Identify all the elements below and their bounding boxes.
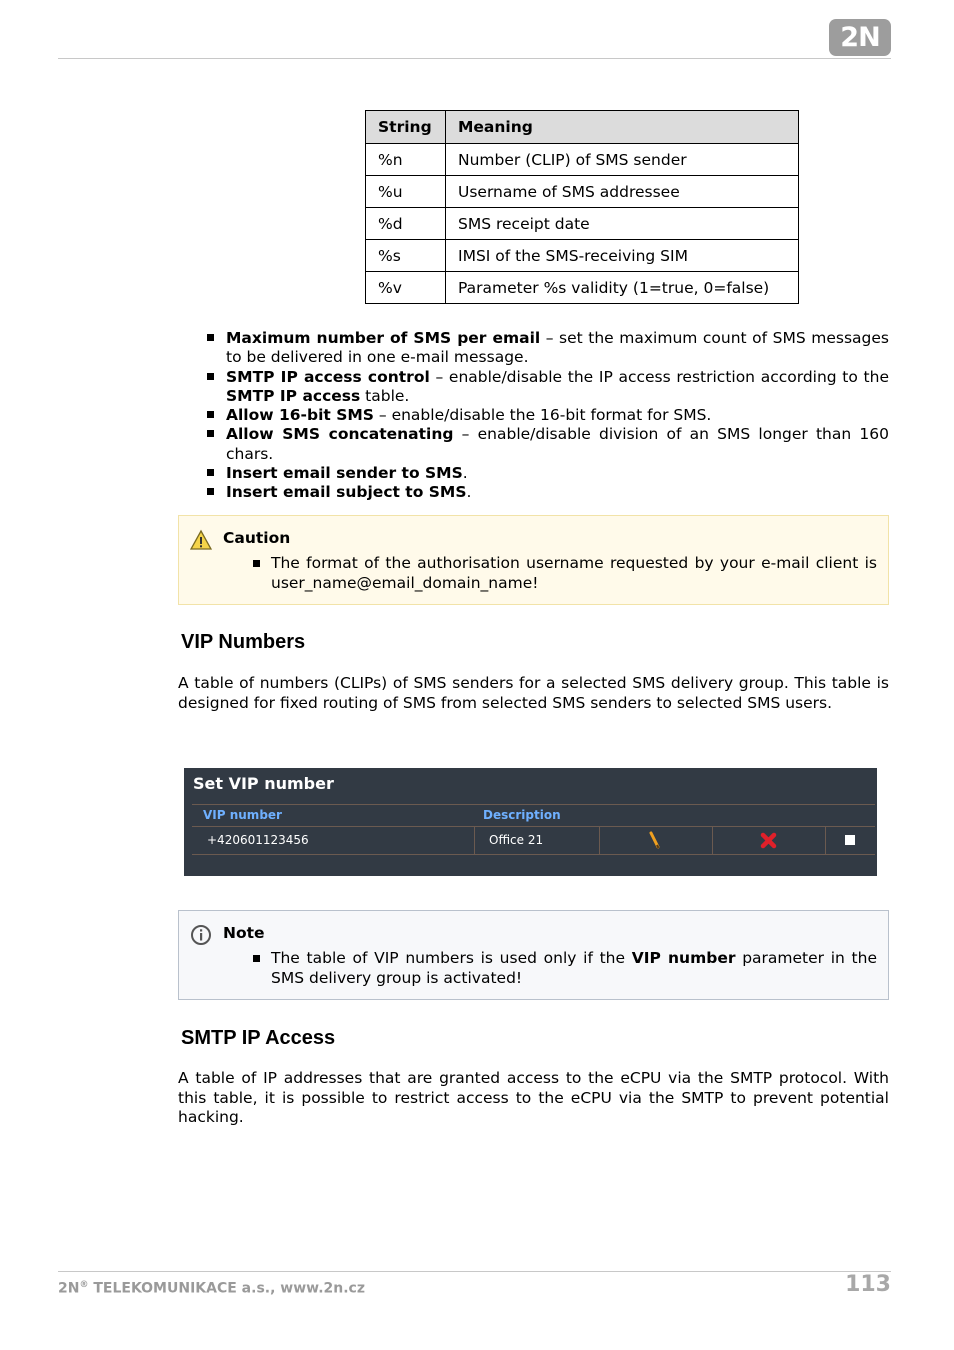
option-name: SMTP IP access control [226,367,430,386]
table-row [366,208,799,240]
column-header-vip-number[interactable]: VIP number [203,808,282,822]
table-row [366,272,799,304]
column-header: Meaning [446,111,799,144]
list-item [207,425,889,464]
divider [192,854,875,855]
table-cell: %u [366,176,446,208]
option-name: Insert email subject to SMS [226,483,467,502]
option-desc: . [466,483,472,502]
divider [192,826,875,827]
delete-icon[interactable] [760,832,777,849]
caution-title: Caution [223,529,291,547]
divider [599,826,600,854]
option-desc: – enable/disable the IP access restriction according to the [429,367,889,386]
footer-rule [58,1271,891,1272]
option-desc: table. [360,386,410,405]
table-header-row [366,111,799,144]
table-cell: %n [366,144,446,176]
info-icon [190,924,212,946]
table-row [366,176,799,208]
option-desc: – enable/disable division of an SMS longer than 160 chars. [226,425,889,463]
list-item [207,329,889,368]
footer-company-name: TELEKOMUNIKACE a.s., www.2n.cz [88,1280,365,1297]
warning-icon [190,529,212,551]
table-cell: Username of SMS addressee [446,176,799,208]
table-cell: IMSI of the SMS-receiving SIM [446,240,799,272]
vip-description: A table of numbers (CLIPs) of SMS senders for a selected SMS delivery group. This table is designed for fixed routing of SMS from selected SMS senders to selected SMS users. [178,674,889,712]
list-item [207,406,889,425]
table-cell: %v [366,272,446,304]
table-cell: %s [366,240,446,272]
section-heading-smtp: SMTP IP Access [181,1027,336,1049]
divider [825,826,826,854]
row-checkbox[interactable] [845,835,855,845]
option-name: Allow 16-bit SMS [226,406,374,425]
header-rule [58,58,891,59]
panel-title: Set VIP number [193,774,334,793]
note-title: Note [223,924,265,942]
note-box [178,910,889,1000]
page-number: 113 [845,1272,891,1297]
divider [712,826,713,854]
option-list [207,329,889,503]
option-name: Allow SMS concatenating [226,425,454,444]
registered-mark: ® [79,1280,89,1290]
list-item [207,368,889,407]
smtp-description: A table of IP addresses that are granted access to the eCPU via the SMTP protocol. With this table, it is possible to restrict access to the eCPU via the SMTP to prevent potential hacking. [178,1069,889,1126]
option-desc: – set the maximum count of SMS messages to be delivered in one e-mail message. [226,329,889,367]
option-name: Maximum number of SMS per email [226,329,541,347]
table-cell: %d [366,208,446,240]
table-cell: SMS receipt date [446,208,799,240]
note-text-end: parameter in the SMS delivery group is activated! [271,949,877,987]
description-cell: Office 21 [489,833,544,847]
table-row [366,240,799,272]
option-ref: SMTP IP access [226,386,361,405]
section-heading-vip: VIP Numbers [181,631,306,653]
note-text [271,949,877,988]
string-table [365,110,799,304]
note-text-start: The table of VIP numbers is used only if the [271,949,632,967]
option-name: Insert email sender to SMS [226,464,463,483]
note-keyword: VIP number [631,949,736,967]
divider [474,826,475,854]
column-header-description[interactable]: Description [483,808,561,822]
caution-box [178,515,889,605]
divider [192,804,875,805]
list-item [207,464,889,483]
table-row [366,144,799,176]
vip-number-cell: +420601123456 [207,833,309,847]
option-desc: – enable/disable the 16-bit format for SMS. [373,406,712,425]
list-item [207,483,889,502]
column-header: String [366,111,446,144]
footer-brand: 2N [58,1280,80,1297]
caution-text: The format of the authorisation username requested by your e-mail client is user_name@email_domain_name! [271,554,877,592]
footer-company [58,1280,365,1297]
edit-pencil-icon[interactable] [648,831,662,849]
table-cell: Parameter %s validity (1=true, 0=false) [446,272,799,304]
vip-number-panel [184,768,877,876]
table-cell: Number (CLIP) of SMS sender [446,144,799,176]
option-desc: . [462,464,468,483]
brand-logo: 2N [829,19,891,56]
